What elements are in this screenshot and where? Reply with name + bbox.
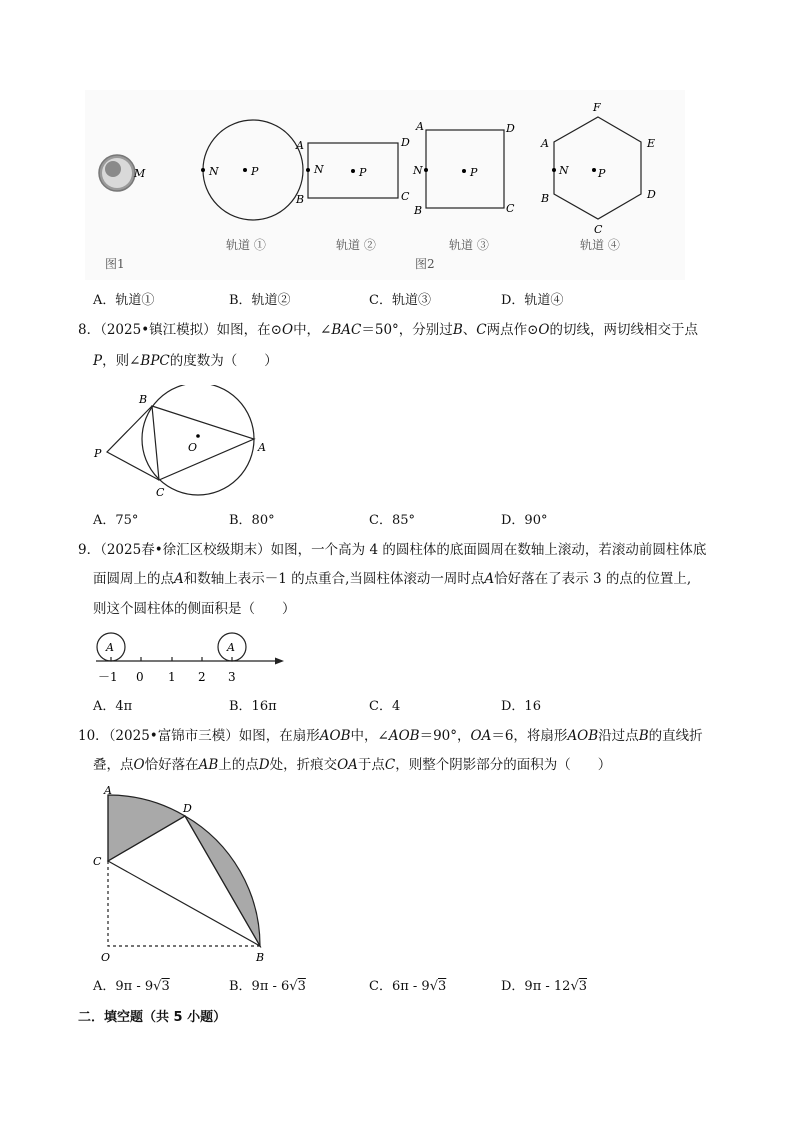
- var-A: A: [174, 571, 184, 587]
- label-M: M: [134, 167, 146, 180]
- var-O: O: [538, 322, 550, 338]
- text: ，则∠: [102, 353, 141, 369]
- caption-track-1: 轨道 ①: [226, 238, 266, 252]
- track-figure: [85, 90, 685, 280]
- q7-option-a[interactable]: A．轨道①: [93, 293, 155, 308]
- label-C: C: [93, 855, 102, 868]
- question-source: （2025春•徐汇区校级期末）: [100, 542, 271, 558]
- label-A: A: [104, 784, 112, 797]
- text: 中，∠: [293, 322, 332, 338]
- var-O: O: [281, 322, 294, 338]
- var-B: B: [452, 322, 463, 338]
- var-P: P: [93, 353, 103, 369]
- var-AB: AB: [198, 757, 219, 773]
- coin-image: [99, 155, 135, 191]
- text: 则这个圆柱体的侧面积是（ ）: [93, 601, 296, 617]
- text: ＝6，将扇形: [491, 728, 568, 744]
- var-B: B: [638, 728, 649, 744]
- var-AOB: AOB: [567, 728, 599, 744]
- q7-option-d[interactable]: D．轨道④: [501, 293, 564, 308]
- label-D: D: [183, 802, 192, 815]
- q10-stem-line-1: [78, 726, 703, 746]
- label-F: F: [593, 101, 601, 114]
- label-C: C: [594, 223, 603, 236]
- text: 、: [462, 322, 477, 338]
- var-C: C: [476, 322, 487, 338]
- question-source: （2025•镇江模拟）: [100, 322, 217, 338]
- var-BPC: BPC: [140, 353, 170, 369]
- label-C: C: [156, 486, 165, 499]
- option-text: B．9π - 6: [229, 979, 290, 994]
- label-N: N: [314, 163, 324, 176]
- q8-option-b[interactable]: B．80°: [229, 513, 275, 528]
- label-N: N: [559, 164, 569, 177]
- option-text: D．9π - 12: [501, 979, 571, 994]
- var-D: D: [258, 757, 270, 773]
- q10-option-c[interactable]: [369, 975, 446, 994]
- label-E: E: [647, 137, 656, 150]
- tick-label: －1: [98, 670, 118, 684]
- label-A: A: [541, 137, 549, 150]
- text: 如图，在⊙: [216, 322, 282, 338]
- q8-stem-line-1: [78, 320, 698, 340]
- sqrt-icon: √: [153, 979, 162, 994]
- label-A: A: [106, 641, 114, 654]
- q8-circle-figure: [85, 385, 285, 500]
- tick-label: 3: [228, 670, 236, 684]
- option-text: A．9π - 9: [93, 979, 154, 994]
- q9-option-d[interactable]: D．16: [501, 699, 541, 714]
- var-OA: OA: [470, 728, 492, 744]
- text: 恰好落在: [144, 757, 199, 773]
- label-O: O: [188, 441, 198, 454]
- label-C: C: [506, 202, 515, 215]
- question-number: 8．: [78, 322, 101, 338]
- var-AOB: AOB: [388, 728, 420, 744]
- label-P: P: [251, 165, 259, 178]
- q9-stem-line-3: [93, 599, 296, 619]
- label-B: B: [296, 193, 305, 206]
- q9-option-a[interactable]: A．4π: [93, 699, 133, 714]
- tick-label: 0: [136, 670, 144, 684]
- label-D: D: [506, 122, 515, 135]
- caption-fig2: 图2: [415, 257, 435, 271]
- label-A: A: [296, 139, 304, 152]
- text: ＝50°，分别过: [361, 322, 453, 338]
- q8-option-a[interactable]: A．75°: [93, 513, 139, 528]
- text: 的切线，两切线相交于点: [549, 322, 698, 338]
- question-number: 10．: [78, 728, 109, 744]
- var-O: O: [133, 757, 145, 773]
- text: 的直线折: [648, 728, 703, 744]
- label-D: D: [401, 136, 410, 149]
- caption-track-3: 轨道 ③: [449, 238, 489, 252]
- caption-track-2: 轨道 ②: [336, 238, 376, 252]
- text: 如图，在扇形: [238, 728, 320, 744]
- option-text: C．6π - 9: [369, 979, 430, 994]
- label-P: P: [470, 166, 478, 179]
- q9-stem-line-2: [93, 569, 691, 589]
- text: ＝90°，: [419, 728, 471, 744]
- var-OA: OA: [337, 757, 358, 773]
- section-heading: 二．填空题（共 5 小题）: [78, 1010, 227, 1025]
- sqrt-icon: √: [429, 979, 438, 994]
- text: 和数轴上表示－1 的点重合,当圆柱体滚动一周时点: [183, 571, 485, 587]
- q8-option-c[interactable]: C．85°: [369, 513, 415, 528]
- text: 恰好落在了表示 3 的点的位置上,: [494, 571, 692, 587]
- radicand: 3: [297, 979, 306, 994]
- q8-option-d[interactable]: D．90°: [501, 513, 548, 528]
- text: 于点: [357, 757, 385, 773]
- label-B: B: [256, 951, 265, 964]
- tick-label: 2: [198, 670, 206, 684]
- caption-track-4: 轨道 ④: [580, 238, 620, 252]
- label-O: O: [101, 951, 111, 964]
- label-P: P: [94, 447, 102, 460]
- caption-fig1: 图1: [105, 257, 125, 271]
- q10-option-d[interactable]: [501, 975, 587, 994]
- text: 如图，一个高为 4 的圆柱体的底面圆周在数轴上滚动，若滚动前圆柱体底: [270, 542, 707, 558]
- q10-option-a[interactable]: [93, 975, 170, 994]
- label-B: B: [414, 204, 423, 217]
- question-number: 9．: [78, 542, 101, 558]
- question-source: （2025•富锦市三模）: [108, 728, 239, 744]
- label-A: A: [227, 641, 235, 654]
- sqrt-icon: √: [570, 979, 579, 994]
- var-A: A: [484, 571, 495, 587]
- text: 面圆周上的点: [93, 571, 174, 587]
- text: 沿过点: [598, 728, 639, 744]
- label-A: A: [416, 120, 424, 133]
- q9-number-line-figure: [90, 628, 290, 686]
- radicand: 3: [161, 979, 170, 994]
- q8-stem-line-2: [93, 351, 278, 371]
- text: 叠，点: [93, 757, 134, 773]
- label-D: D: [647, 188, 656, 201]
- q9-stem-line-1: [78, 540, 706, 560]
- q10-stem-line-2: [93, 755, 611, 775]
- q7-option-b[interactable]: B．轨道②: [229, 293, 291, 308]
- var-BAC: BAC: [331, 322, 362, 338]
- label-A: A: [258, 441, 266, 454]
- label-P: P: [359, 166, 367, 179]
- q9-option-b[interactable]: B．16π: [229, 699, 277, 714]
- radicand: 3: [578, 979, 588, 994]
- text: ，则整个阴影部分的面积为（ ）: [395, 757, 612, 773]
- text: 两点作⊙: [486, 322, 539, 338]
- text: 上的点: [218, 757, 259, 773]
- label-B: B: [541, 192, 550, 205]
- text: 处，折痕交: [269, 757, 338, 773]
- label-P: P: [598, 167, 606, 180]
- label-N: N: [209, 165, 219, 178]
- label-N: N: [413, 164, 423, 177]
- tick-label: 1: [168, 670, 176, 684]
- var-C: C: [384, 757, 396, 773]
- radicand: 3: [438, 979, 447, 994]
- text: 的度数为（ ）: [169, 353, 278, 369]
- q10-sector-figure: [88, 783, 278, 965]
- sqrt-icon: √: [289, 979, 298, 994]
- q7-option-c[interactable]: C．轨道③: [369, 293, 431, 308]
- var-AOB: AOB: [319, 728, 351, 744]
- label-B: B: [139, 393, 148, 406]
- q9-option-c[interactable]: C．4: [369, 699, 401, 714]
- text: 中，∠: [350, 728, 389, 744]
- q10-option-b[interactable]: [229, 975, 306, 994]
- label-C: C: [401, 190, 410, 203]
